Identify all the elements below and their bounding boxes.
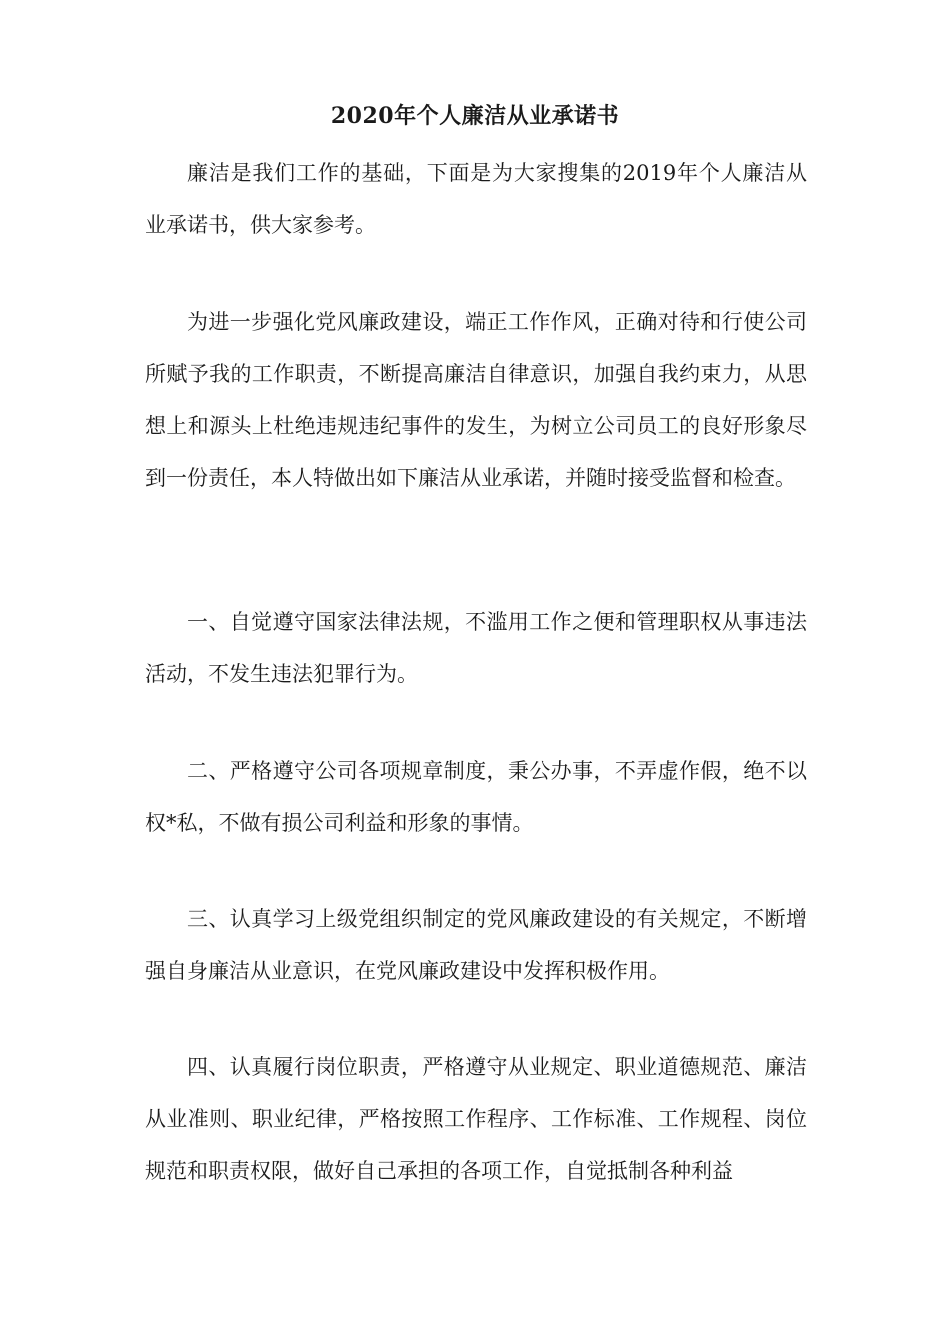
preamble-paragraph: 为进一步强化党风廉政建设，端正工作作风，正确对待和行使公司所赋予我的工作职责，不断提高廉洁自律意识，加强自我约束力，从思想上和源头上杜绝违规违纪事件的发生，为树立公司员工的良好形象尽到一份责任，本人特做出如下廉洁从业承诺，并随时接受监督和检查。: [145, 310, 807, 490]
commitment-item-3: 三、认真学习上级党组织制定的党风廉政建设的有关规定，不断增强自身廉洁从业意识，在党风廉政建设中发挥积极作用。: [145, 907, 807, 983]
document-title: 2020年个人廉洁从业承诺书: [330, 103, 620, 129]
commitment-item-2: 二、严格遵守公司各项规章制度，秉公办事，不弄虚作假，绝不以权*私，不做有损公司利益和形象的事情。: [145, 759, 807, 835]
intro-paragraph: 廉洁是我们工作的基础，下面是为大家搜集的2019年个人廉洁从业承诺书，供大家参考。: [145, 161, 807, 237]
commitment-item-1: 一、自觉遵守国家法律法规，不滥用工作之便和管理职权从事违法活动，不发生违法犯罪行为。: [145, 610, 807, 686]
commitment-item-4: 四、认真履行岗位职责，严格遵守从业规定、职业道德规范、廉洁从业准则、职业纪律，严格按照工作程序、工作标准、工作规程、岗位规范和职责权限，做好自己承担的各项工作，自觉抵制各种利益: [145, 1055, 807, 1183]
